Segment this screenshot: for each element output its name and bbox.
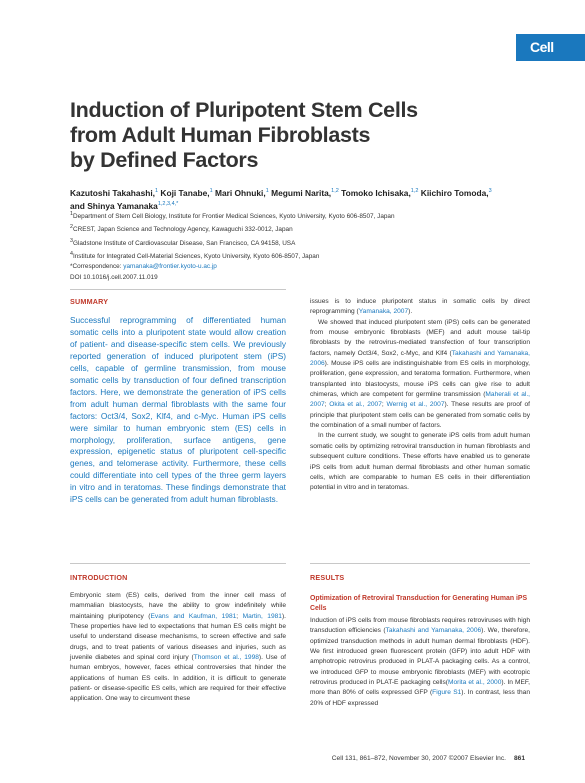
summary-text: Successful reprogramming of differentiated human somatic cells into a pluripotent state would allow creation of patient- and disease-specific stem cells. We previously reported generation of induced pluripotent stem (iPS) cells, capable of germline transmission, from mouse somatic cells by transduction of four defined transcription factors. Here, we demonstrate the generation of iPS cells from adult human dermal fibroblasts with the same four factors: Oct3/4, Sox2, Klf4, and c-Myc. Human iPS cells were similar to human embryonic stem (ES) cells in morphology, proliferation, surface antigens, gene expression, epigenetic status of pluripotent cell-specific genes, and telomerase activity. Furthermore, these cells could differentiate into cell types of the three germ layers in vitro and in teratomas. These findings demonstrate that iPS cells can be generated from adult human fibroblasts. xyxy=(70,315,286,505)
author-list xyxy=(70,186,540,212)
introduction-text: Embryonic stem (ES) cells, derived from the inner cell mass of mammalian blastocysts, have the ability to grow indefinitely while maintaining pluripotency (Evans and Kaufman, 1981; Martin, 1981). These properties have led to expectations that human ES cells might be useful to understand disease mechanisms, to screen effective and safe drugs, and to treat patients of various diseases and injuries, such as juvenile diabetes and spinal cord injury (Thomson et al., 1998). Use of human embryos, however, faces ethical controversies that hinder the applications of human ES cells. In addition, it is difficult to generate patient- or disease-specific ES cells, which are required for their effective application. One way to circumvent these xyxy=(70,592,287,703)
citation-link[interactable]: Figure S1 xyxy=(432,689,462,697)
affiliation: $^1$Department of Stem Cell Biology, Institute for Frontier Medical Sciences, Kyoto University, Kyoto 606-8507, Japan xyxy=(70,211,395,221)
correspondence: *Correspondence: yamanaka@frontier.kyoto-u.ac.jp xyxy=(70,263,217,271)
page-footer xyxy=(332,755,525,762)
divider xyxy=(70,289,286,290)
citation-link[interactable]: Wernig et al., 2007 xyxy=(386,401,445,409)
summary-heading: SUMMARY xyxy=(70,297,109,306)
doi: DOI 10.1016/j.cell.2007.11.019 xyxy=(70,273,158,281)
title-line: by Defined Factors xyxy=(70,148,259,172)
citation-link[interactable]: Takahashi and Yamanaka, 2006 xyxy=(310,349,530,368)
author-name: Koji Tanabe, xyxy=(160,187,210,198)
divider xyxy=(70,563,286,564)
page-number: 861 xyxy=(513,755,525,762)
author-name: Kiichiro Tomoda, xyxy=(420,187,489,198)
author-affil-sup: 1,2 xyxy=(331,188,339,194)
citation-link[interactable]: Yamanaka, 2007 xyxy=(358,308,409,316)
author-name: Megumi Narita, xyxy=(271,187,332,198)
author-name: Mari Ohnuki, xyxy=(214,187,266,198)
introduction-heading: INTRODUCTION xyxy=(70,573,128,582)
author-affil-sup: 1 xyxy=(155,188,159,194)
citation-link[interactable]: Martin, 1981 xyxy=(242,612,282,620)
citation-link[interactable]: Takahashi and Yamanaka, 2006 xyxy=(385,627,482,635)
affiliations xyxy=(70,209,540,283)
affiliation: $^4$Institute for Integrated Cell-Material Sciences, Kyoto University, Kyoto 606-8507, Japan xyxy=(70,250,320,261)
author-affil-sup: 1 xyxy=(265,188,269,194)
author-affil-sup: 1,2 xyxy=(410,188,419,194)
affiliation: $^3$Gladstone Institute of Cardiovascular Disease, San Francisco, CA 94158, USA xyxy=(70,237,296,247)
author-name: Kazutoshi Takahashi, xyxy=(70,187,156,198)
author-affil-sup: 1,2,3,4,* xyxy=(157,200,179,207)
correspondence-email-link[interactable]: yamanaka@frontier.kyoto-u.ac.jp xyxy=(123,263,217,271)
title-line: Induction of Pluripotent Stem Cells xyxy=(70,98,418,122)
affiliation: $^2$CREST, Japan Science and Technology Agency, Kawaguchi 332-0012, Japan xyxy=(70,224,293,234)
divider xyxy=(310,563,530,564)
citation-link[interactable]: Evans and Kaufman, 1981 xyxy=(150,612,237,620)
author-affil-sup: 1 xyxy=(209,188,213,194)
right-column-intro-text: issues is to induce pluripotent status in somatic cells by direct reprogramming (Yamanaka, 2007). We showed that induced pluripotent stem (iPS) cells can be generated from mouse embryonic fibroblasts (MEF) and adult mouse tail-tip fibroblasts by the retrovirus-mediated transfection of four transcription factors, namely Oct3/4, Sox2, c-Myc, and Klf4 (Takahashi and Yamanaka, 2006). Mouse iPS cells are indistinguishable from ES cells in morphology, proliferation, gene expression, and teratoma formation. Furthermore, when transplanted into blastocysts, mouse iPS cells can give rise to adult chimeras, which are competent for germline transmission (Maherali et al., 2007; Okita et al., 2007; Wernig et al., 2007). These results are proof of principle that pluripotent stem cells can be generated from somatic cells by the combination of a small number of factors. In the current study, we sought to generate iPS cells from adult human somatic cells by optimizing retroviral transduction in human fibroblasts and subsequent culture conditions. These efforts have enabled us to generate iPS cells from adult human dermal fibroblasts and other human somatic cells, which are comparable to human ES cells in their differentiation potential in vitro and in teratomas. xyxy=(310,298,530,492)
citation-link[interactable]: Okita et al., 2007 xyxy=(329,401,382,409)
author-affil-sup: 3 xyxy=(488,188,492,194)
citation-link[interactable]: Morita et al., 2000 xyxy=(447,679,502,687)
results-heading: RESULTS xyxy=(310,573,345,582)
journal-logo: Cell xyxy=(516,34,585,61)
author-name: Tomoko Ichisaka, xyxy=(341,187,411,198)
citation-link[interactable]: Thomson et al., 1998 xyxy=(193,654,259,662)
title-line: from Adult Human Fibroblasts xyxy=(70,123,371,147)
citation-link[interactable]: Maherali et al., 2007 xyxy=(310,391,530,409)
footer-citation: Cell 131, 861–872, November 30, 2007 ©2007 Elsevier Inc. xyxy=(331,755,506,762)
results-subheading: Optimization of Retroviral Transduction for Generating Human iPS Cells xyxy=(310,595,528,612)
results-text: Induction of iPS cells from mouse fibroblasts requires retroviruses with high transduction efficiencies (Takahashi and Yamanaka, 2006). We, therefore, optimized transduction methods in adult human dermal fibroblasts (HDF). We first introduced green fluorescent protein (GFP) into adult HDF with amphotropic retrovirus produced in PLAT-A packaging cells. As a control, we introduced GFP to mouse embryonic fibroblasts (MEF) with ecotropic retrovirus produced in PLAT-E packaging cells(Morita et al., 2000). In MEF, more than 80% of cells expressed GFP (Figure S1). In contrast, less than 20% of HDF expressed xyxy=(310,617,530,707)
author-name: and Shinya Yamanaka xyxy=(70,200,158,211)
article-title xyxy=(70,98,530,173)
